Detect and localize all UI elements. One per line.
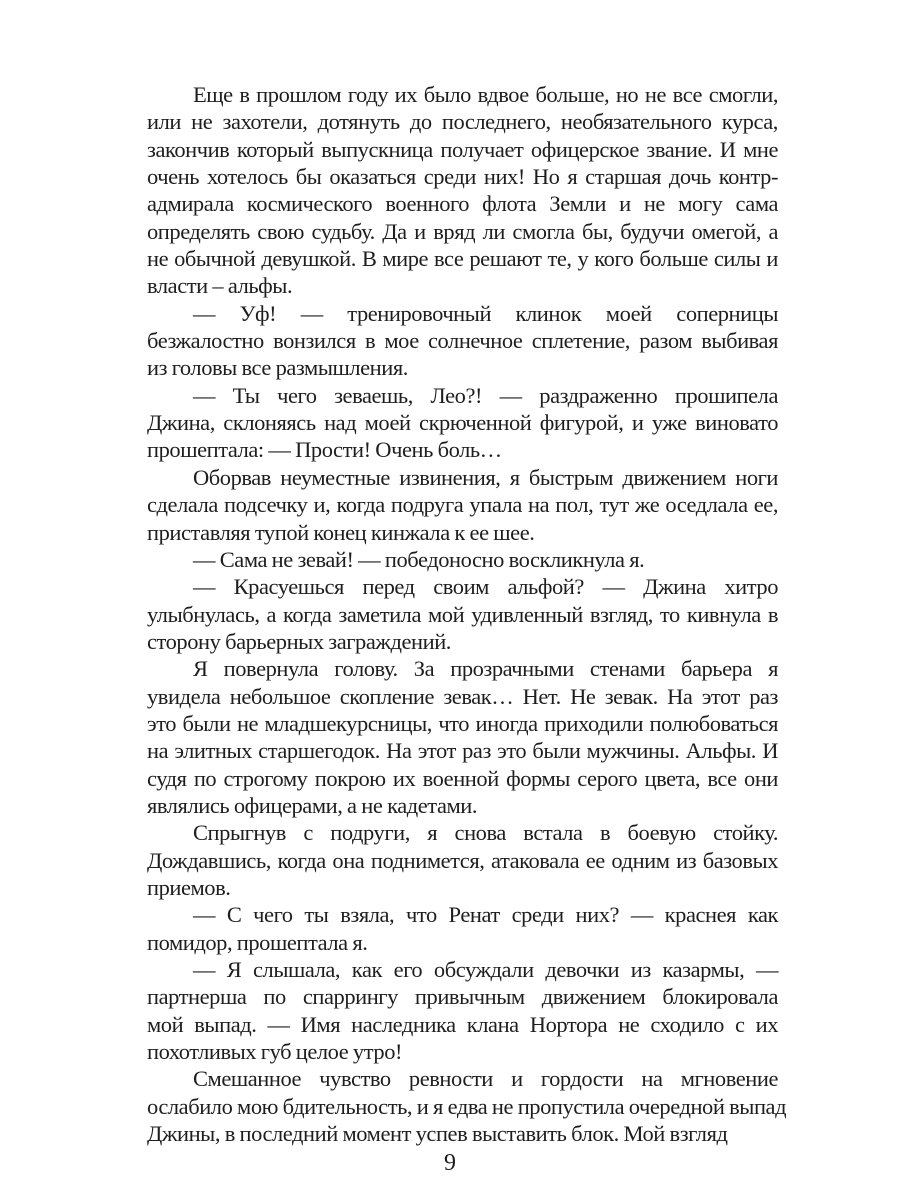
text-line: ослабило мою бдительность, и я едва не пропустила очередной выпад (147, 1093, 787, 1119)
text-line: на элитных старшегодок. На этот раз это были мужчины. Альфы. И (147, 738, 778, 764)
text-line: Еще в прошлом году их было вдвое больше, но не все смогли, (193, 82, 778, 107)
text-line: безжалостно вонзился в мое солнечное сплетение, разом выбивая (147, 328, 778, 354)
paragraph (147, 1065, 787, 1147)
text-line: улыбнулась, а когда заметила мой удивленный взгляд, то кивнула в (147, 601, 778, 627)
text-line: из головы все размышления. (147, 355, 408, 381)
paragraph (147, 382, 778, 464)
text-line: Спрыгнув с подруги, я снова встала в боевую стойку. (193, 820, 778, 846)
text-line: — Я слышала, как его обсуждали девочки из казармы, — (193, 957, 778, 982)
text-line: прошептала: — Прости! Очень боль… (147, 437, 502, 463)
text-line: мой выпад. — Имя наследника клана Нортора не сходило с их (147, 1011, 778, 1037)
text-line: — Уф! — тренировочный клинок моей соперницы (193, 300, 778, 326)
text-line: помидор, прошептала я. (147, 929, 368, 955)
page-number: 9 (444, 1150, 456, 1176)
text-line: — Красуешься перед своим альфой? — Джина хитро (193, 574, 778, 600)
text-line: это были не младшекурсницы, что иногда приходили полюбоваться (147, 710, 778, 736)
text-line: являлись офицерами, а не кадетами. (147, 792, 478, 818)
paragraph (147, 300, 778, 382)
text-line: — Сама не зевай! — победоносно воскликнула я. (193, 546, 645, 572)
text-line: сделала подсечку и, когда подруга упала на пол, тут же оседлала ее, (147, 492, 778, 518)
text-line: Оборвав неуместные извинения, я быстрым движением ноги (193, 464, 778, 490)
text-line: очень хотелось бы оказаться среди них! Но я старшая дочь контр- (147, 164, 778, 190)
text-line: — Ты чего зеваешь, Лео?! — раздраженно прошипела (193, 382, 778, 408)
paragraph (147, 819, 778, 901)
text-line: адмирала космического военного флота Земли и не могу сама (147, 191, 778, 217)
text-line: — С чего ты взяла, что Ренат среди них? — краснея как (193, 902, 778, 928)
text-line: похотливых губ целое утро! (147, 1039, 403, 1065)
text-line: приемов. (147, 874, 231, 900)
page-body-text (147, 81, 787, 1147)
text-line: Смешанное чувство ревности и гордости на мгновение (193, 1066, 778, 1092)
text-line: увидела небольшое скопление зевак… Нет. Не зевак. На этот раз (147, 683, 778, 709)
text-line: партнерша по спаррингу привычным движением блокировала (147, 984, 778, 1010)
text-line: или не захотели, дотянуть до последнего, необязательного курса, (147, 109, 778, 135)
text-line: власти – альфы. (147, 273, 293, 299)
paragraph (147, 546, 778, 573)
text-line: судя по строгому покрою их военной формы серого цвета, все они (147, 765, 778, 791)
paragraph (147, 901, 778, 956)
text-line: Джины, в последний момент успев выставить блок. Мой взгляд (147, 1121, 728, 1147)
paragraph (147, 655, 778, 819)
text-line: сторону барьерных заграждений. (147, 628, 451, 654)
text-line: определять свою судьбу. Да и вряд ли смогла бы, будучи омегой, а (147, 218, 778, 244)
paragraph (147, 573, 778, 655)
text-line: приставляя тупой конец кинжала к ее шее. (147, 519, 535, 545)
text-line: не обычной девушкой. В мире все решают те, у кого больше силы и (147, 246, 778, 272)
paragraph (147, 464, 778, 546)
text-line: Дождавшись, когда она поднимется, атаковала ее одним из базовых (147, 847, 778, 873)
text-line: Я повернула голову. За прозрачными стенами барьера я (193, 656, 778, 682)
paragraph (147, 81, 778, 300)
text-line: закончив который выпускница получает офицерское звание. И мне (147, 136, 778, 162)
paragraph (147, 956, 778, 1065)
text-line: Джина, склоняясь над моей скрюченной фигурой, и уже виновато (147, 410, 778, 436)
